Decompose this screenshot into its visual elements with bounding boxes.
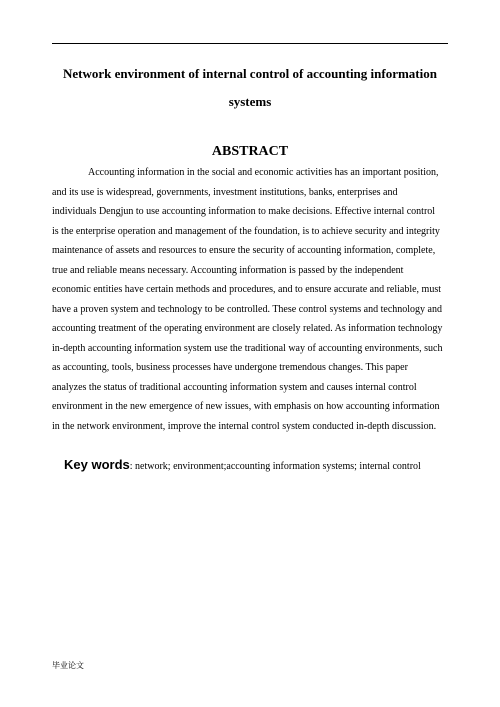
abstract-line: individuals Dengjun to use accounting information to make decisions. Effective internal control (52, 206, 436, 217)
abstract-line: and its use is widespread, governments, investment institutions, banks, enterprises and (52, 186, 398, 198)
abstract-heading: ABSTRACT (211, 144, 289, 159)
abstract-line: analyzes the status of traditional accounting information system and causes internal control (52, 381, 417, 393)
paper-title (52, 60, 448, 116)
abstract-line: have a proven system and technology to be controlled. These control systems and technology and (52, 303, 442, 315)
keywords-separator: : (129, 461, 133, 472)
abstract-line: environment in the new emergence of new issues, with emphasis on how accounting information (52, 401, 440, 412)
abstract-line: maintenance of assets and resources to ensure the security of accounting information, complete, (52, 245, 436, 256)
abstract-body (52, 163, 448, 436)
abstract-line: in-depth accounting information system use the traditional way of accounting environments, such (52, 342, 443, 354)
paper-title-line-1: Network environment of internal control of accounting information (63, 66, 437, 81)
abstract-line: Accounting information in the social and economic activities has an important position, (88, 167, 439, 178)
abstract-line: true and reliable means necessary. Accounting information is passed by the independent (52, 264, 404, 276)
keywords-label: Key words (64, 457, 130, 472)
abstract-line: in the network environment, improve the internal control system conducted in-depth discussion. (52, 420, 437, 432)
abstract-line: economic entities have certain methods and procedures, and to ensure accurate and reliable, must (52, 284, 442, 295)
paper-title-line-2: systems (228, 94, 272, 109)
footer-text: 毕业论文 (52, 661, 84, 670)
abstract-line: is the enterprise operation and management of the foundation, is to achieve security and integrity (52, 225, 440, 237)
header-rule (52, 43, 448, 44)
abstract-line: as accounting, tools, business processes have undergone tremendous changes. This paper (52, 362, 408, 373)
abstract-line: accounting treatment of the operating environment are closely related. As information technology (52, 323, 443, 334)
keywords-text: network; environment;accounting information systems; internal control (132, 461, 421, 472)
keywords (64, 456, 448, 474)
